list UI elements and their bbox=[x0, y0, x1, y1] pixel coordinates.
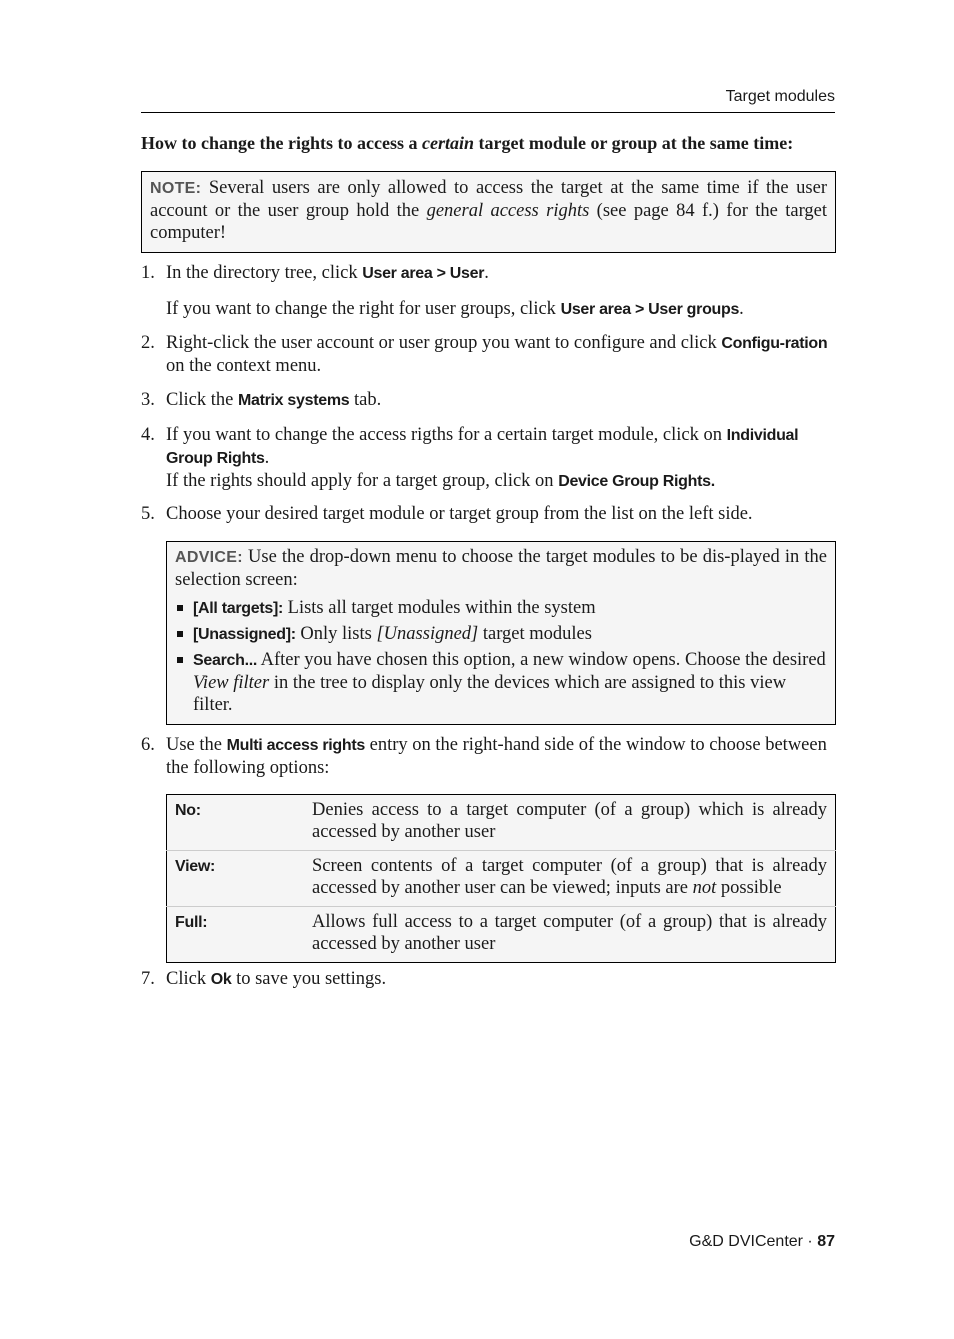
ui-user-groups: User area > User groups bbox=[560, 301, 740, 318]
note-label: NOTE: bbox=[150, 180, 202, 197]
ui-individual-group-rights: Individual Group Rights bbox=[166, 427, 799, 467]
step-4: 4. If you want to change the access rigths for a certain target module, click on Individual Group Rights. If the rights should apply for a target group, click on Device Group Rights. bbox=[141, 425, 799, 491]
list-item: [All targets]: Lists all target modules within the system bbox=[175, 597, 827, 620]
running-header bbox=[141, 88, 835, 113]
table-row: Full: Allows full access to a target computer (of a group) that is already accessed by another user bbox=[167, 907, 836, 963]
ui-configuration: Configu-ration bbox=[721, 335, 828, 352]
step-2: 2. Right-click the user account or user group you want to configure and click Configu-ration on the context menu. bbox=[141, 333, 828, 376]
ui-ok: Ok bbox=[210, 971, 232, 988]
advice-label: ADVICE: bbox=[175, 549, 243, 566]
table-row: View: Screen contents of a target computer (of a group) that is already accessed by another user can be viewed; inputs are not possible bbox=[167, 851, 836, 907]
section-title: Target modules bbox=[725, 88, 835, 105]
page-number: 87 bbox=[817, 1233, 835, 1250]
table-row: No: Denies access to a target computer (of a group) which is already accessed by another user bbox=[175, 800, 827, 842]
step-5: 5. Choose your desired target module or target group from the list on the left side. bbox=[141, 504, 753, 524]
advice-box: ADVICE: Use the drop-down menu to choose the target modules to be dis-played in the selection screen: [All targets]: Lists all target modules within the system [Unassigned]: Only lists [Unassigned] target modules Search... After you have chosen this option, a new window opens. Choose the desired View filter in the tree to display only the devices which are assigned to this view filter. bbox=[166, 541, 836, 725]
ui-matrix-systems: Matrix systems bbox=[237, 392, 350, 409]
ui-multi-access-rights: Multi access rights bbox=[226, 737, 365, 754]
ui-device-group-rights: Device Group Rights. bbox=[558, 473, 715, 490]
note-box: NOTE: Several users are only allowed to access the target at the same time if the user account or the user group hold the general access rights (see page 84 f.) for the target computer! bbox=[141, 171, 836, 253]
options-table bbox=[166, 794, 836, 963]
step-7: 7. Click Ok to save you settings. bbox=[141, 969, 387, 989]
step-6: 6. Use the Multi access rights entry on the right-hand side of the window to choose between the following options: bbox=[141, 735, 827, 778]
product-name: G&D DVICenter · bbox=[689, 1233, 818, 1250]
step-1: 1. In the directory tree, click User area > User. If you want to change the right for user groups, click User area > User groups. bbox=[141, 263, 744, 319]
advice-list bbox=[175, 597, 827, 716]
page-footer bbox=[600, 1233, 835, 1251]
step-3: 3. Click the Matrix systems tab. bbox=[141, 390, 382, 410]
list-item: Search... After you have chosen this option, a new window opens. Choose the desired View filter in the tree to display only the devices which are assigned to this view filter. bbox=[175, 649, 827, 716]
procedure-heading: How to change the rights to access a certain target module or group at the same time: bbox=[141, 133, 794, 153]
ui-user-area-user: User area > User bbox=[362, 265, 485, 282]
list-item: [Unassigned]: Only lists [Unassigned] target modules bbox=[175, 623, 827, 646]
